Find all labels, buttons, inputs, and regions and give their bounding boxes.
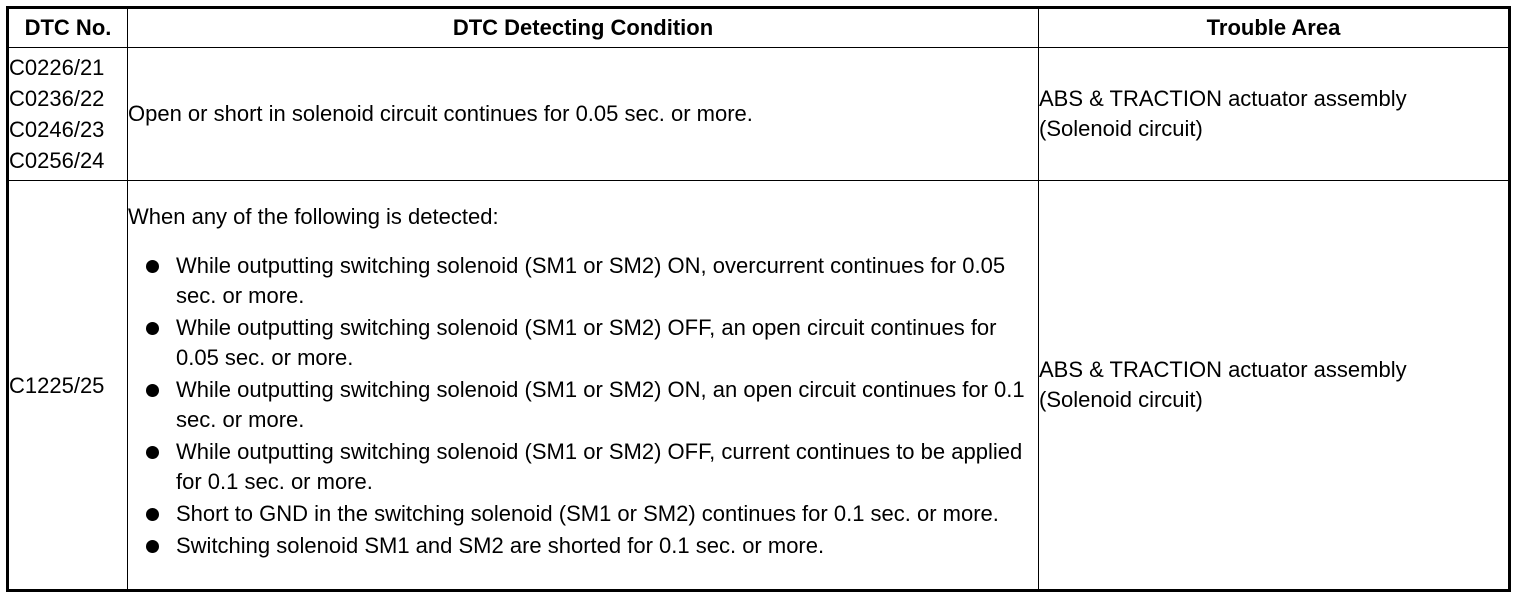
condition-text: Open or short in solenoid circuit continues for 0.05 sec. or more.: [128, 101, 753, 126]
list-item-text: Switching solenoid SM1 and SM2 are shorted for 0.1 sec. or more.: [176, 532, 825, 558]
trouble-area-line: (Solenoid circuit): [1039, 116, 1203, 141]
list-item: [128, 251, 1038, 311]
condition-cell: [128, 48, 1039, 181]
trouble-area-line: ABS & TRACTION actuator assembly: [1039, 357, 1407, 382]
bullet-icon: [146, 260, 159, 273]
table-row: [8, 48, 1510, 181]
dtc-code: C0246/23: [9, 117, 105, 142]
condition-cell: [128, 181, 1039, 591]
dtc-code-cell: [8, 181, 128, 591]
dtc-code: C0236/22: [9, 86, 105, 111]
table-row: [8, 181, 1510, 591]
header-condition: DTC Detecting Condition: [128, 8, 1039, 48]
list-item-text: While outputting switching solenoid (SM1 or SM2) OFF, an open circuit continues for 0.05 sec. or more.: [176, 314, 997, 370]
list-item: [128, 499, 1038, 529]
list-item: [128, 313, 1038, 373]
list-item-text: While outputting switching solenoid (SM1 or SM2) OFF, current continues to be applied for 0.1 sec. or more.: [176, 438, 1023, 494]
list-item: [128, 437, 1038, 497]
list-item-text: While outputting switching solenoid (SM1 or SM2) ON, overcurrent continues for 0.05 sec. or more.: [176, 252, 1006, 308]
condition-list: [128, 251, 1038, 561]
trouble-area-line: ABS & TRACTION actuator assembly: [1039, 86, 1407, 111]
dtc-code: C0226/21: [9, 55, 105, 80]
header-row: [8, 8, 1510, 48]
list-item: [128, 375, 1038, 435]
dtc-code: C1225/25: [9, 372, 105, 398]
list-item: [128, 531, 1038, 561]
header-dtc-no: DTC No.: [8, 8, 128, 48]
header-trouble-area: Trouble Area: [1039, 8, 1510, 48]
trouble-area-cell: [1039, 48, 1510, 181]
dtc-code: C0256/24: [9, 148, 105, 173]
list-item-text: While outputting switching solenoid (SM1 or SM2) ON, an open circuit continues for 0.1 sec. or more.: [176, 376, 1025, 432]
bullet-icon: [146, 384, 159, 397]
bullet-icon: [146, 446, 159, 459]
condition-intro: When any of the following is detected:: [128, 203, 499, 229]
list-item-text: Short to GND in the switching solenoid (SM1 or SM2) continues for 0.1 sec. or more.: [176, 500, 999, 526]
dtc-table: [6, 6, 1511, 592]
dtc-code-cell: [8, 48, 128, 181]
bullet-icon: [146, 508, 159, 521]
trouble-area-line: (Solenoid circuit): [1039, 387, 1203, 412]
bullet-icon: [146, 322, 159, 335]
trouble-area-cell: [1039, 181, 1510, 591]
bullet-icon: [146, 540, 159, 553]
